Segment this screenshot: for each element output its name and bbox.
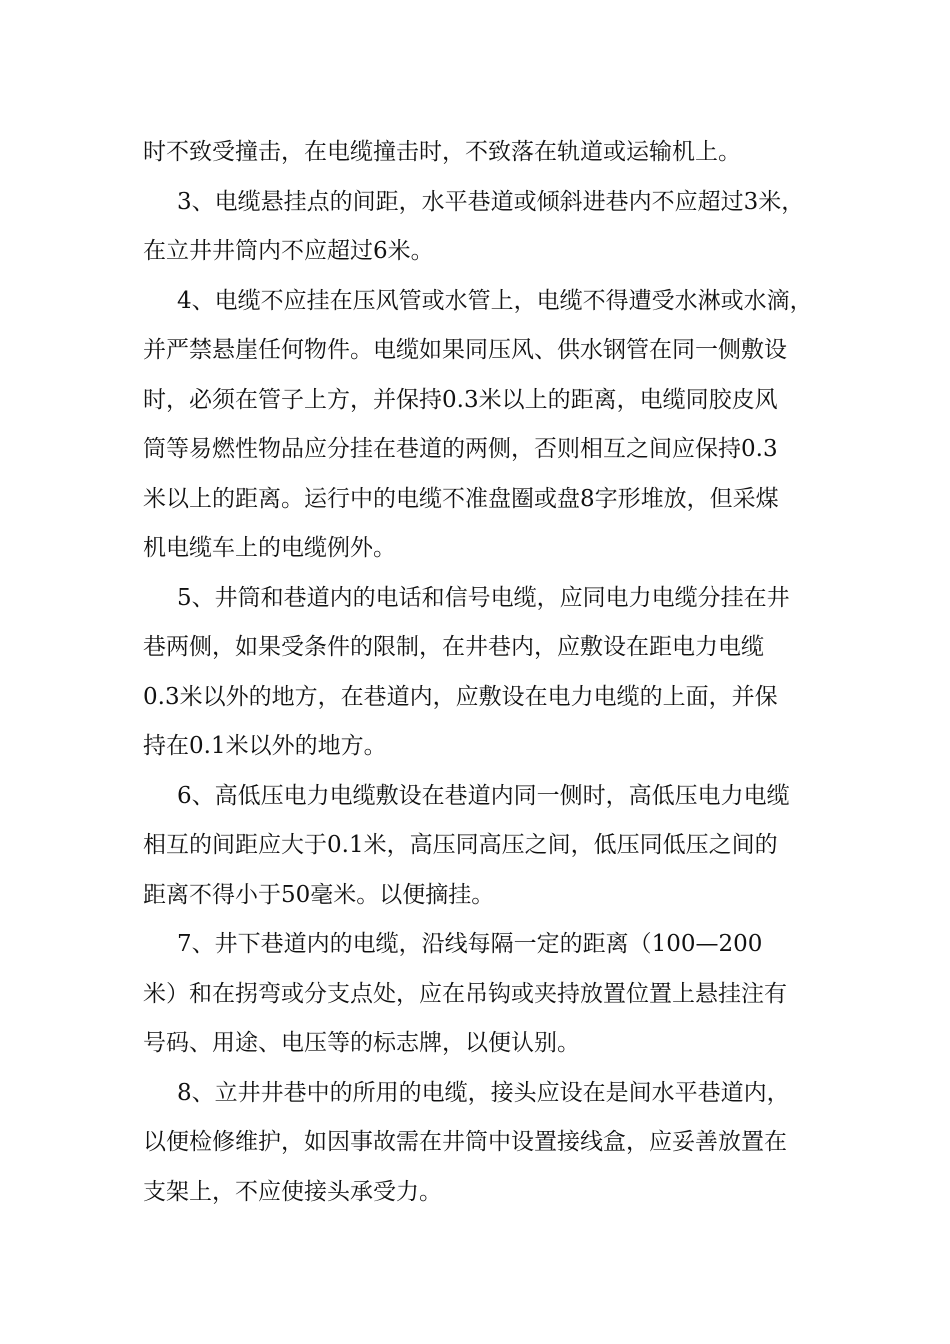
text-line: 7、井下巷道内的电缆，沿线每隔一定的距离（100—200 <box>177 931 763 957</box>
text-line: 5、井筒和巷道内的电话和信号电缆，应同电力电缆分挂在井 <box>177 584 790 611</box>
text-line: 0.3米以外的地方，在巷道内，应敷设在电力电缆的上面，并保 <box>143 683 778 710</box>
text-line: 8、立井井巷中的所用的电缆，接头应设在是间水平巷道内， <box>177 1079 790 1106</box>
text-line: 巷两侧，如果受条件的限制，在井巷内，应敷设在距电力电缆 <box>143 634 764 660</box>
paragraph-item-4 <box>143 277 815 574</box>
text-line: 4、电缆不应挂在压风管或水管上，电缆不得遭受水淋或水滴， <box>177 287 813 314</box>
paragraph-item-3 <box>143 178 815 277</box>
paragraph-continuation <box>143 128 815 178</box>
text-line: 米）和在拐弯或分支点处，应在吊钩或夹持放置位置上悬挂注有 <box>143 980 787 1007</box>
text-line: 时，必须在管子上方，并保持0.3米以上的距离，电缆同胶皮风 <box>143 386 778 413</box>
text-line: 以便检修维护，如因事故需在井筒中设置接线盒，应妥善放置在 <box>143 1129 787 1155</box>
text-line: 在立井井筒内不应超过6米。 <box>143 238 434 264</box>
text-line: 3、电缆悬挂点的间距，水平巷道或倾斜进巷内不应超过3米， <box>177 188 805 215</box>
paragraph-item-8 <box>143 1069 815 1218</box>
text-line: 持在0.1米以外的地方。 <box>143 733 387 759</box>
text-line: 号码、用途、电压等的标志牌，以便认别。 <box>143 1030 580 1056</box>
paragraph-item-6 <box>143 772 815 921</box>
text-line: 相互的间距应大于0.1米，高压同高压之间，低压同低压之间的 <box>143 832 778 858</box>
text-line: 筒等易燃性物品应分挂在巷道的两侧，否则相互之间应保持0.3 <box>143 436 778 462</box>
paragraph-item-7 <box>143 920 815 1069</box>
document-body <box>143 128 815 1217</box>
text-line: 机电缆车上的电缆例外。 <box>143 535 396 561</box>
text-line: 米以上的距离。运行中的电缆不准盘圈或盘8字形堆放，但采煤 <box>143 485 779 512</box>
text-line: 支架上，不应使接头承受力。 <box>143 1178 442 1205</box>
text-line: 时不致受撞击，在电缆撞击时，不致落在轨道或运输机上。 <box>143 139 741 165</box>
text-line: 并严禁悬崖任何物件。电缆如果同压风、供水钢管在同一侧敷设 <box>143 337 787 363</box>
text-line: 6、高低压电力电缆敷设在巷道内同一侧时，高低压电力电缆 <box>177 782 790 809</box>
text-line: 距离不得小于50毫米。以便摘挂。 <box>143 881 495 908</box>
paragraph-item-5 <box>143 574 815 772</box>
